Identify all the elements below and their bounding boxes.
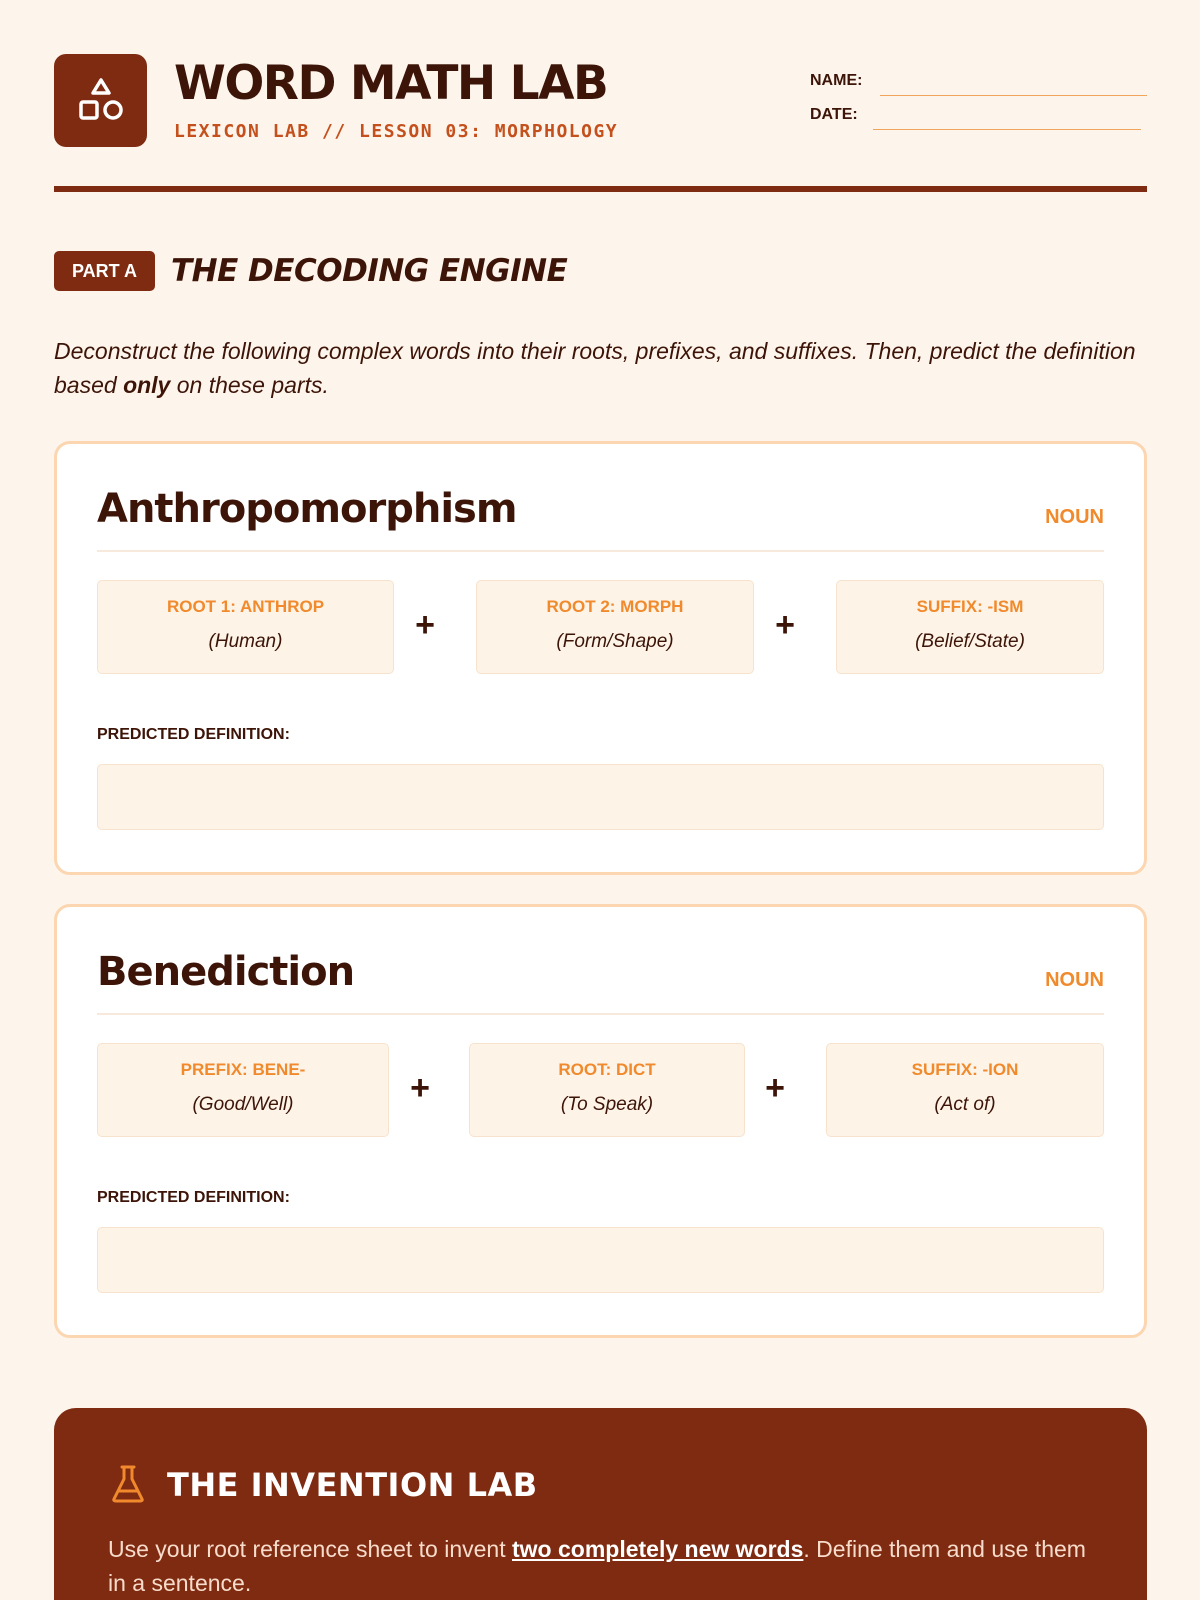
lesson-subtitle: LEXICON LAB // LESSON 03: MORPHOLOGY — [174, 121, 619, 142]
word-part-label: SUFFIX: -ISM — [916, 597, 1024, 616]
name-label: NAME: — [810, 72, 863, 89]
plus-sign: + — [775, 606, 795, 644]
part-a-badge: PART A — [54, 251, 155, 291]
header-divider — [54, 186, 1147, 192]
invention-lab-instructions: Use your root reference sheet to invent two completely new words. Define them and use them in a sentence. — [108, 1536, 1086, 1596]
word-part-label: ROOT: DICT — [558, 1060, 656, 1079]
invention-lab-title: THE INVENTION LAB — [167, 1466, 538, 1504]
card-divider — [97, 1013, 1104, 1015]
name-field[interactable] — [810, 72, 1147, 96]
word-card-anthropomorphism — [54, 441, 1147, 875]
word-part-root2 — [476, 580, 754, 674]
word-part-meaning: (Act of) — [934, 1094, 996, 1115]
word-part-label: SUFFIX: -ION — [911, 1060, 1019, 1079]
page-title: WORD MATH LAB — [174, 56, 608, 111]
definition-label: PREDICTED DEFINITION: — [97, 726, 290, 743]
definition-label: PREDICTED DEFINITION: — [97, 1189, 290, 1206]
word-title: Anthropomorphism — [97, 486, 517, 532]
plus-sign: + — [765, 1069, 785, 1107]
invention-lab-panel — [54, 1408, 1147, 1600]
part-a-title: THE DECODING ENGINE — [171, 253, 568, 289]
part-of-speech: NOUN — [1045, 969, 1104, 991]
date-label: DATE: — [810, 106, 858, 123]
word-card-benediction — [54, 904, 1147, 1338]
worksheet-header — [54, 54, 1147, 148]
word-part-label: ROOT 1: ANTHROP — [166, 597, 325, 616]
word-part-suffix — [836, 580, 1104, 674]
word-part-meaning: (To Speak) — [560, 1094, 654, 1115]
date-field[interactable] — [810, 106, 1141, 130]
date-line[interactable] — [873, 129, 1141, 130]
shapes-icon — [76, 76, 126, 126]
plus-sign: + — [410, 1069, 430, 1107]
card-divider — [97, 550, 1104, 552]
word-part-prefix — [97, 1043, 389, 1137]
word-part-meaning: (Belief/State) — [915, 631, 1025, 652]
word-part-root1 — [97, 580, 394, 674]
part-a-instructions: Deconstruct the following complex words into their roots, prefixes, and suffixes. Then, predict the definition based only on these parts. — [54, 338, 1136, 398]
definition-input[interactable] — [97, 1227, 1104, 1293]
word-part-suffix — [826, 1043, 1104, 1137]
word-part-label: PREFIX: BENE- — [180, 1060, 306, 1079]
word-part-meaning: (Human) — [208, 631, 283, 652]
plus-sign: + — [415, 606, 435, 644]
word-part-root — [469, 1043, 745, 1137]
flask-icon — [110, 1464, 146, 1504]
word-part-meaning: (Form/Shape) — [556, 631, 674, 652]
logo — [54, 54, 147, 147]
definition-input[interactable] — [97, 764, 1104, 830]
word-part-label: ROOT 2: MORPH — [546, 597, 684, 616]
word-title: Benediction — [97, 949, 355, 995]
name-line[interactable] — [880, 95, 1147, 96]
word-part-meaning: (Good/Well) — [192, 1094, 294, 1115]
part-of-speech: NOUN — [1045, 506, 1104, 528]
